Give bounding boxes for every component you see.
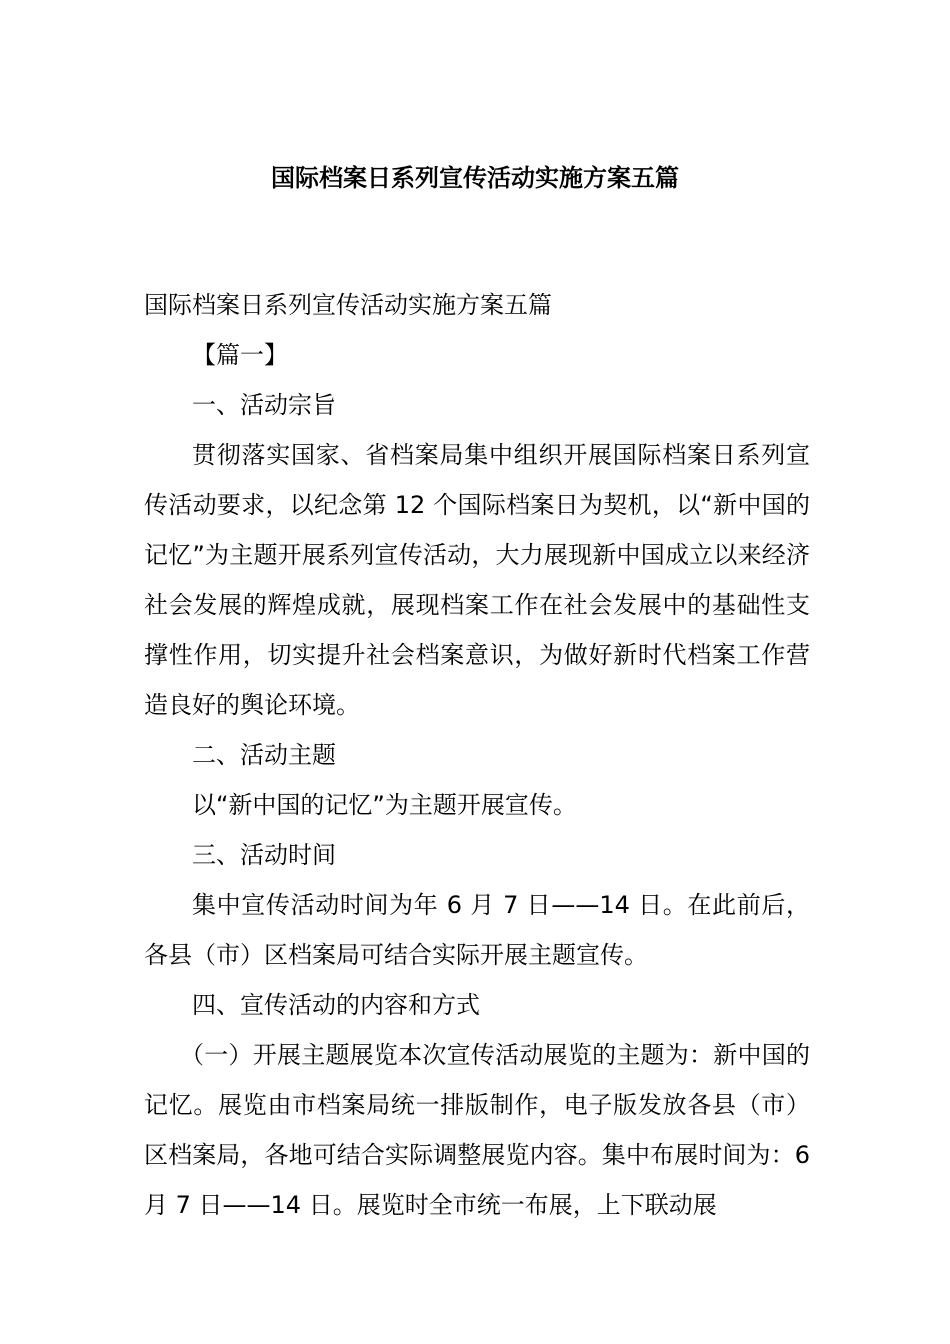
heading-theme: 二、活动主题	[192, 741, 336, 769]
paragraph-content: （一）开展主题展览本次宣传活动展览的主题为：新中国的记忆。展览由市档案局统一排版制作，电子版发放各县（市）区档案局，各地可结合实际调整展览内容。集中布展时间为：6 月 7 日——14 日。展览时全市统一布展，上下联动展	[144, 1041, 810, 1219]
paragraph-theme: 以“新中国的记忆”为主题开展宣传。	[192, 791, 577, 819]
heading-content: 四、宣传活动的内容和方式	[192, 991, 480, 1019]
heading-purpose: 一、活动宗旨	[192, 391, 336, 419]
subtitle-paragraph: 国际档案日系列宣传活动实施方案五篇	[144, 291, 552, 319]
document-body	[144, 280, 810, 1230]
paragraph-purpose: 贯彻落实国家、省档案局集中组织开展国际档案日系列宣传活动要求，以纪念第 12 个国际档案日为契机，以“新中国的记忆”为主题开展系列宣传活动，大力展现新中国成立以来经济社会发展的辉煌成就，展现档案工作在社会发展中的基础性支撑性作用，切实提升社会档案意识，为做好新时代档案工作营造良好的舆论环境。	[144, 441, 810, 719]
paragraph-time: 集中宣传活动时间为年 6 月 7 日——14 日。在此前后，各县（市）区档案局可结合实际开展主题宣传。	[144, 891, 810, 969]
section-label: 【篇一】	[192, 341, 288, 369]
heading-time: 三、活动时间	[192, 841, 336, 869]
document-title: 国际档案日系列宣传活动实施方案五篇	[271, 164, 679, 192]
